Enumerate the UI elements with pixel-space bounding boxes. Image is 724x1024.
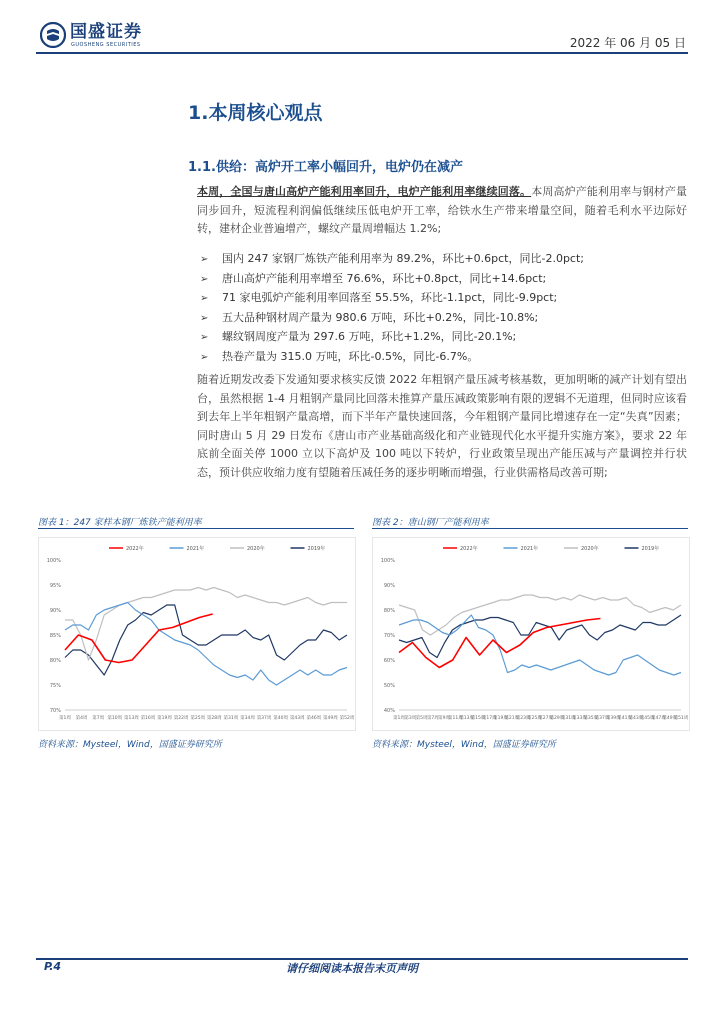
chart2-xtick-label: 第17周	[481, 716, 497, 721]
chart2-ytick-label: 40%	[383, 708, 395, 714]
chart-2-frame	[372, 537, 690, 731]
chart1-xtick-label: 第52周	[339, 716, 355, 721]
chart2-xtick-label: 第49周	[662, 716, 678, 721]
chart1-legend-label: 2021年	[186, 546, 205, 552]
chart2-xtick-label: 第23周	[515, 716, 531, 721]
chart2-ytick-label: 90%	[383, 583, 395, 589]
chart2-ytick-label: 70%	[383, 633, 395, 639]
paragraph-intro	[197, 183, 687, 239]
chart1-series-line	[65, 588, 347, 661]
bullet-item: ➢ 国内 247 家钢厂炼铁产能利用率为 89.2%，环比+0.6pct，同比-2.0pct;	[200, 250, 680, 270]
chart2-xtick-label: 第11周	[448, 716, 463, 721]
chart1-ytick-label: 75%	[49, 683, 61, 689]
chart1-xtick-label: 第7周	[92, 716, 105, 721]
chart2-xtick-label: 第41周	[617, 716, 632, 721]
figure-1-title-bar	[38, 510, 354, 529]
arrow-bullet-icon: ➢	[200, 293, 209, 305]
chart-1-frame	[38, 537, 356, 731]
arrow-bullet-icon: ➢	[200, 351, 209, 363]
report-date: 2022 年 06 月 05 日	[569, 36, 686, 50]
bullet-item: ➢ 五大品种钢材周产量为 980.6 万吨，环比+0.2%，同比-10.8%;	[200, 309, 680, 329]
chart1-xtick-label: 第34周	[240, 716, 255, 721]
chart1-legend-label: 2020年	[247, 546, 265, 552]
chart-247-utilization	[39, 538, 355, 730]
chart2-xtick-label: 第1周	[393, 716, 405, 721]
chart1-xtick-label: 第10周	[107, 716, 123, 721]
chart1-xtick-label: 第40周	[273, 716, 289, 721]
chart1-legend-label: 2019年	[307, 546, 326, 552]
bullet-item: ➢ 71 家电弧炉产能利用率回落至 55.5%，环比-1.1pct，同比-9.9pct;	[200, 289, 680, 309]
figure-1-source: 资料来源：Mysteel，Wind，国盛证券研究所	[38, 740, 222, 750]
chart2-xtick-label: 第31周	[560, 716, 576, 721]
chart1-xtick-label: 第25周	[190, 716, 206, 721]
chart1-xtick-label: 第22周	[173, 716, 189, 721]
footer-disclaimer: 请仔细阅读本报告末页声明	[286, 962, 418, 975]
chart1-ytick-label: 90%	[49, 608, 61, 614]
chart2-xtick-label: 第21周	[504, 716, 520, 721]
chart2-xtick-label: 第9周	[438, 716, 451, 721]
chart2-xtick-label: 第7周	[426, 716, 439, 721]
chart1-legend	[109, 545, 325, 552]
chart2-xtick-label: 第35周	[583, 716, 599, 721]
chart2-ytick-label: 60%	[383, 658, 395, 664]
page-number: P.4	[44, 960, 62, 973]
chart2-legend-label: 2022年	[460, 546, 478, 552]
chart2-xtick-label: 第39周	[605, 716, 621, 721]
arrow-bullet-icon: ➢	[200, 273, 209, 285]
section-title: 1.本周核心观点	[188, 102, 323, 124]
chart1-ytick-label: 85%	[49, 633, 61, 639]
chart1-xtick-label: 第46周	[306, 716, 322, 721]
paragraph-policy: 随着近期发改委下发通知要求核实反馈 2022 年粗钢产量压减考核基数，更加明晰的减产计划有望出台，虽然根据 1-4 月粗钢产量同比回落未推算产量压减政策影响有限的逻辑不无道理，但同时应该看到去年上半年粗钢产量高增，而下半年产量快速回落，今年粗钢产量同比增速存在一定“失真”因素；同时唐山 5 月 29 日发布《唐山市产业基础高级化和产业链现代化水平提升实施方案》，要求 22 年底前全面关停 1000 立以下高炉及 100 吨以下转炉，行业政策呈现出产能压减与产量调控并行状态，预计供应收缩力度有望随着压减任务的逐步明晰而增强，行业供需格局改善可期;	[197, 373, 687, 479]
logo-icon	[40, 22, 66, 48]
chart2-xtick-label: 第51周	[673, 716, 689, 721]
chart2-xtick-label: 第15周	[470, 716, 486, 721]
subsection-title: 1.1.供给：高炉开工率小幅回升，电炉仍在减产	[188, 160, 463, 175]
bullet-list	[200, 250, 680, 368]
chart2-series-line	[399, 595, 681, 635]
bullet-item: ➢ 唐山高炉产能利用率增至 76.6%，环比+0.8pct，同比+14.6pct;	[200, 270, 680, 290]
chart1-series-line	[65, 603, 347, 686]
chart1-ytick-label: 70%	[49, 708, 61, 714]
logo-name: 国盛证券	[70, 22, 142, 42]
chart2-xtick-label: 第13周	[459, 716, 475, 721]
chart2-xtick-label: 第33周	[572, 716, 587, 721]
chart1-ytick-label: 95%	[49, 583, 61, 589]
header-divider	[36, 52, 688, 54]
chart1-xtick-label: 第19周	[157, 716, 172, 721]
chart1-xtick-label: 第1周	[59, 716, 71, 721]
chart2-xtick-label: 第47周	[651, 716, 666, 721]
chart1-xtick-label: 第43周	[289, 716, 305, 721]
bullet-item: ➢ 螺纹钢周度产量为 297.6 万吨，环比+1.2%，同比-20.1%;	[200, 328, 680, 348]
chart-tangshan-utilization	[373, 538, 689, 730]
chart2-xtick-label: 第43周	[628, 716, 644, 721]
chart2-legend-label: 2021年	[520, 546, 539, 552]
chart2-ytick-label: 100%	[380, 558, 395, 564]
company-logo	[40, 22, 170, 48]
chart1-xtick-label: 第28周	[206, 716, 222, 721]
figure-2-source: 资料来源：Mysteel，Wind，国盛证券研究所	[372, 740, 556, 750]
chart2-xtick-label: 第3周	[404, 716, 417, 721]
logo-subtitle: GUOSHENG SECURITIES	[71, 42, 141, 48]
chart2-ytick-label: 50%	[383, 683, 395, 689]
figure-2	[372, 510, 688, 529]
chart2-series-line	[399, 615, 681, 658]
chart1-xtick-label: 第31周	[223, 716, 239, 721]
chart1-legend-label: 2022年	[126, 546, 144, 552]
figure-2-title: 图表 2：唐山钢厂产能利用率	[372, 518, 489, 528]
chart1-xtick-label: 第16周	[140, 716, 156, 721]
arrow-bullet-icon: ➢	[200, 312, 209, 324]
chart1-ytick-label: 100%	[46, 558, 61, 564]
chart2-xtick-label: 第29周	[549, 716, 565, 721]
chart2-xtick-label: 第25周	[526, 716, 542, 721]
chart2-legend-label: 2020年	[581, 546, 599, 552]
figure-2-title-bar	[372, 510, 688, 529]
chart2-xtick-label: 第45周	[639, 716, 655, 721]
chart2-ytick-label: 80%	[383, 608, 395, 614]
bullet-item: ➢ 热卷产量为 315.0 万吨，环比-0.5%，同比-6.7%。	[200, 348, 680, 368]
chart1-ytick-label: 80%	[49, 658, 61, 664]
chart2-xtick-label: 第27周	[538, 716, 554, 721]
arrow-bullet-icon: ➢	[200, 332, 209, 344]
chart2-legend-label: 2019年	[641, 546, 660, 552]
arrow-bullet-icon: ➢	[200, 254, 209, 265]
chart2-xtick-label: 第19周	[493, 716, 508, 721]
chart2-legend	[443, 545, 659, 552]
chart1-xtick-label: 第13周	[123, 716, 139, 721]
chart2-xtick-label: 第37周	[594, 716, 610, 721]
figure-1-title: 图表 1：247 家样本钢厂炼铁产能利用率	[38, 518, 202, 528]
chart1-xtick-label: 第4周	[75, 716, 88, 721]
chart2-series-line	[399, 619, 600, 668]
paragraph-intro-body: 本周高炉产能利用率与钢材产量同步回升，短流程利润偏低继续压低电炉开工率，给铁水生产带来增量空间，随着毛利水平边际好转，建材企业普遍增产，螺纹产量周增幅达 1.2%;	[197, 185, 688, 235]
paragraph-intro-bold: 本周，全国与唐山高炉产能利用率回升，电炉产能利用率继续回落。	[197, 185, 532, 198]
chart2-xtick-label: 第5周	[415, 716, 428, 721]
chart1-xtick-label: 第49周	[323, 716, 338, 721]
figure-1	[38, 510, 354, 529]
chart1-xtick-label: 第37周	[256, 716, 272, 721]
